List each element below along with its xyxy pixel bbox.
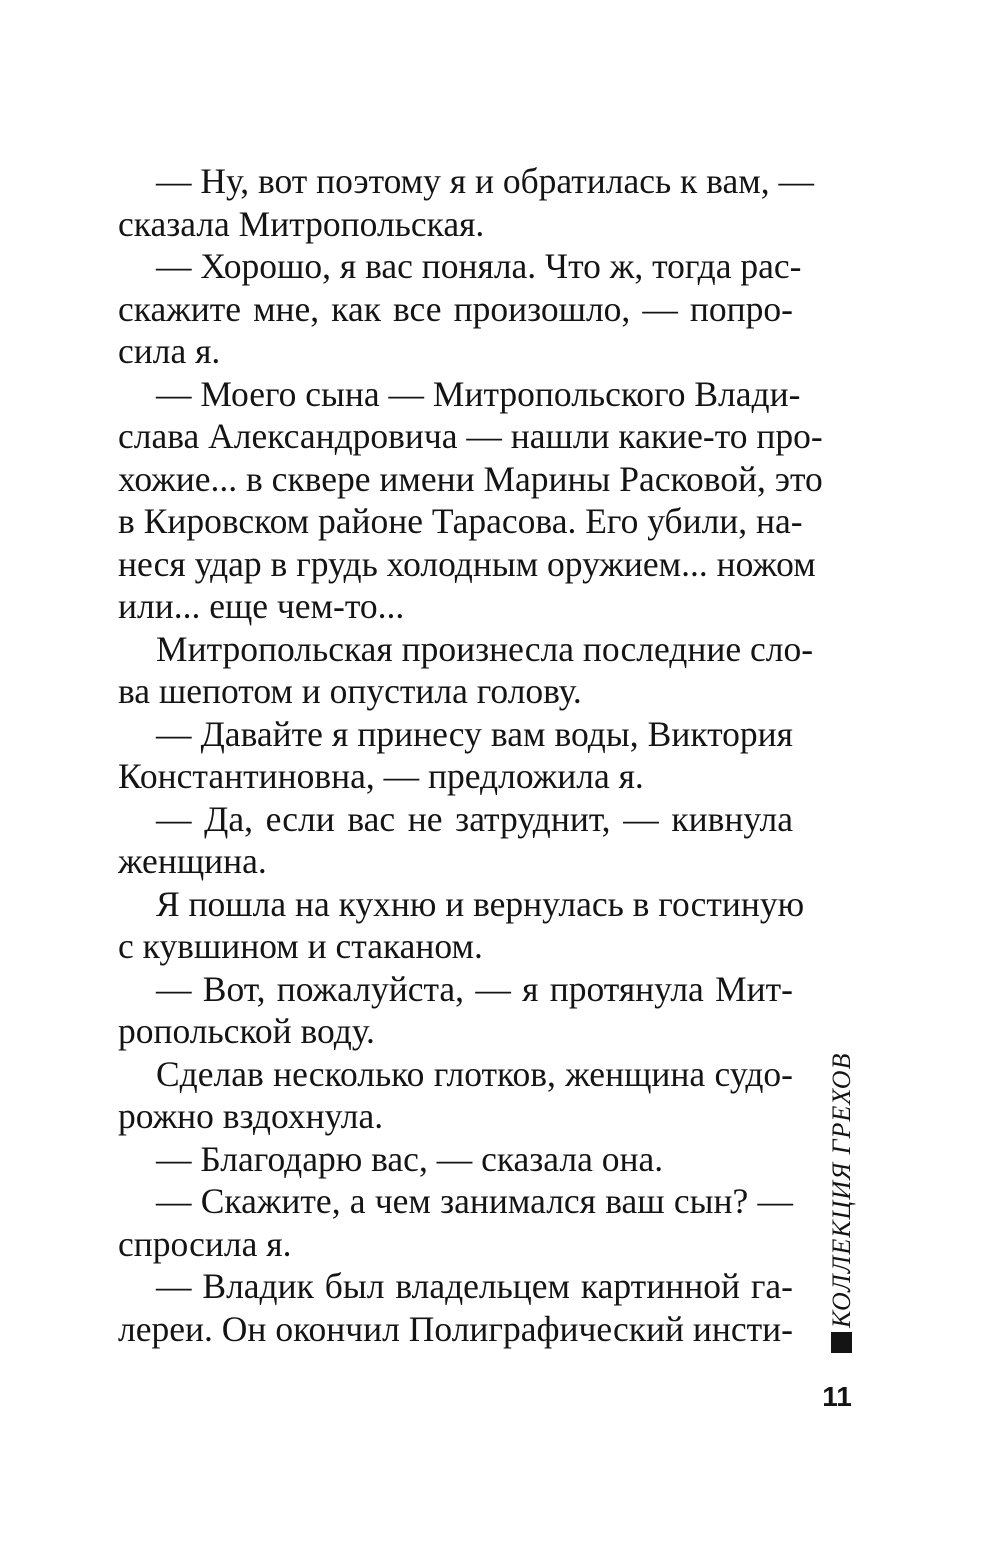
text-line: рожно вздохнула. [118,1096,384,1136]
text-line: ва шепотом и опустила голову. [118,671,582,711]
text-line: спросила я. [118,1223,292,1264]
text-line: сказала Митропольская. [118,203,485,244]
text-line: — Владик был владельцем картинной га- [156,1266,793,1306]
text-line: Митропольская произнесла последние сло- [156,628,814,669]
text-line: скажите мне, как все произошло, — попро- [118,288,793,329]
text-line: или... еще чем-то... [118,586,405,626]
text-line: в Кировском районе Тарасова. Его убили, на- [118,501,803,541]
text-line: Константиновна, — предложила я. [118,756,644,796]
text-line: сила я. [118,331,221,371]
text-line: Сделав несколько глотков, женщина судо- [156,1053,793,1094]
text-line: с кувшином и стаканом. [118,926,483,966]
page-number: 11 [822,1381,852,1412]
text-line: — Моего сына — Митропольского Влади- [156,373,801,414]
text-line: женщина. [118,841,267,881]
square-marker-icon [831,1332,852,1353]
text-line: Я пошла на кухню и вернулась в гостиную [156,883,805,924]
text-line: — Вот, пожалуйста, — я протянула Мит- [156,968,793,1009]
text-line: хожие... в сквере имени Марины Расковой, это [118,458,823,499]
text-line: неся удар в грудь холодным оружием... ножом [118,543,816,584]
text-line: — Ну, вот поэтому я и обратилась к вам, — [156,161,814,201]
text-line: — Да, если вас не затруднит, — кивнула [156,798,793,839]
text-line: — Хорошо, я вас поняла. Что ж, тогда рас- [156,246,802,286]
text-line: — Давайте я принесу вам воды, Виктория [156,713,793,754]
series-title: КОЛЛЕКЦИЯ ГРЕХОВ [827,1052,856,1328]
text-line: — Скажите, а чем занимался ваш сын? — [156,1181,793,1221]
running-head [822,1048,862,1358]
text-line: лереи. Он окончил Полиграфический инсти- [118,1308,793,1349]
text-line: — Благодарю вас, — сказала она. [156,1138,664,1179]
text-line: слава Александровича — нашли какие-то про- [118,416,823,456]
body-text [118,160,823,1350]
text-line: ропольской воду. [118,1011,375,1051]
